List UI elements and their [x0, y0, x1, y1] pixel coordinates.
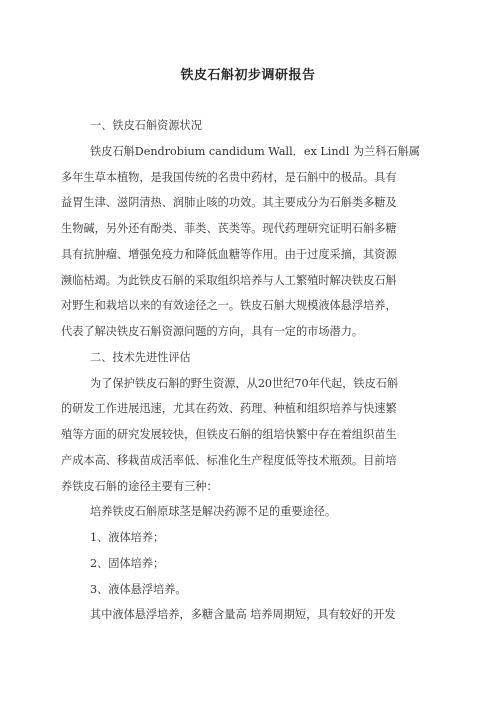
paragraph-line: 铁皮石斛Dendrobium candidum Wall．ex Lindl 为兰科石斛属 [90, 145, 420, 158]
paragraph-line: 益胃生津、滋阴清热、润肺止咳的功效。其主要成分为石斛类多糖及 [61, 196, 397, 209]
paragraph-line: 具有抗肿瘤、增强免疫力和降低血糖等作用。由于过度采摘，其资源 [61, 248, 397, 261]
paragraph-line: 培养铁皮石斛原球茎是解决药源不足的重要途径。 [90, 505, 337, 518]
list-item: 1、液体培养； [90, 531, 165, 544]
paragraph-line: 其中液体悬浮培养，多糖含量高 培养周期短，具有较好的开发 [90, 608, 396, 621]
list-item: 2、固体培养； [90, 557, 165, 570]
paragraph-line: 对野生和栽培以来的有效途径之一。铁皮石斛大规模液体悬浮培养， [61, 299, 397, 312]
paragraph-line: 濒临枯竭。为此铁皮石斛的采取组织培养与人工繁殖时解决铁皮石斛 [61, 274, 397, 287]
paragraph-line: 殖等方面的研究发展较快，但铁皮石斛的组培快繁中存在着组织苗生 [61, 428, 397, 441]
section-heading-1: 一、铁皮石斛资源状况 [90, 119, 202, 132]
paragraph-line: 为了保护铁皮石斛的野生资源，从20世纪70年代起，铁皮石斛 [90, 377, 399, 390]
paragraph-line: 生物碱，另外还有酚类、菲类、芪类等。现代药理研究证明石斛多糖 [61, 222, 397, 235]
document-title: 铁皮石斛初步调研报告 [180, 68, 316, 83]
paragraph-line: 的研发工作进展迅速，尤其在药效、药理、种植和组织培养与快速繁 [61, 402, 397, 415]
paragraph-line: 多年生草本植物，是我国传统的名贵中药材，是石斛中的极品。具有 [61, 171, 397, 184]
section-heading-2: 二、技术先进性评估 [90, 351, 191, 364]
paragraph-line: 养铁皮石斛的途径主要有三种： [61, 480, 218, 493]
paragraph-line: 代表了解决铁皮石斛资源问题的方向，具有一定的市场潜力。 [61, 325, 364, 338]
list-item: 3、液体悬浮培养。 [90, 583, 187, 596]
paragraph-line: 产成本高、移栽苗成活率低、标准化生产程度低等技术瓶颈。目前培 [61, 454, 397, 467]
